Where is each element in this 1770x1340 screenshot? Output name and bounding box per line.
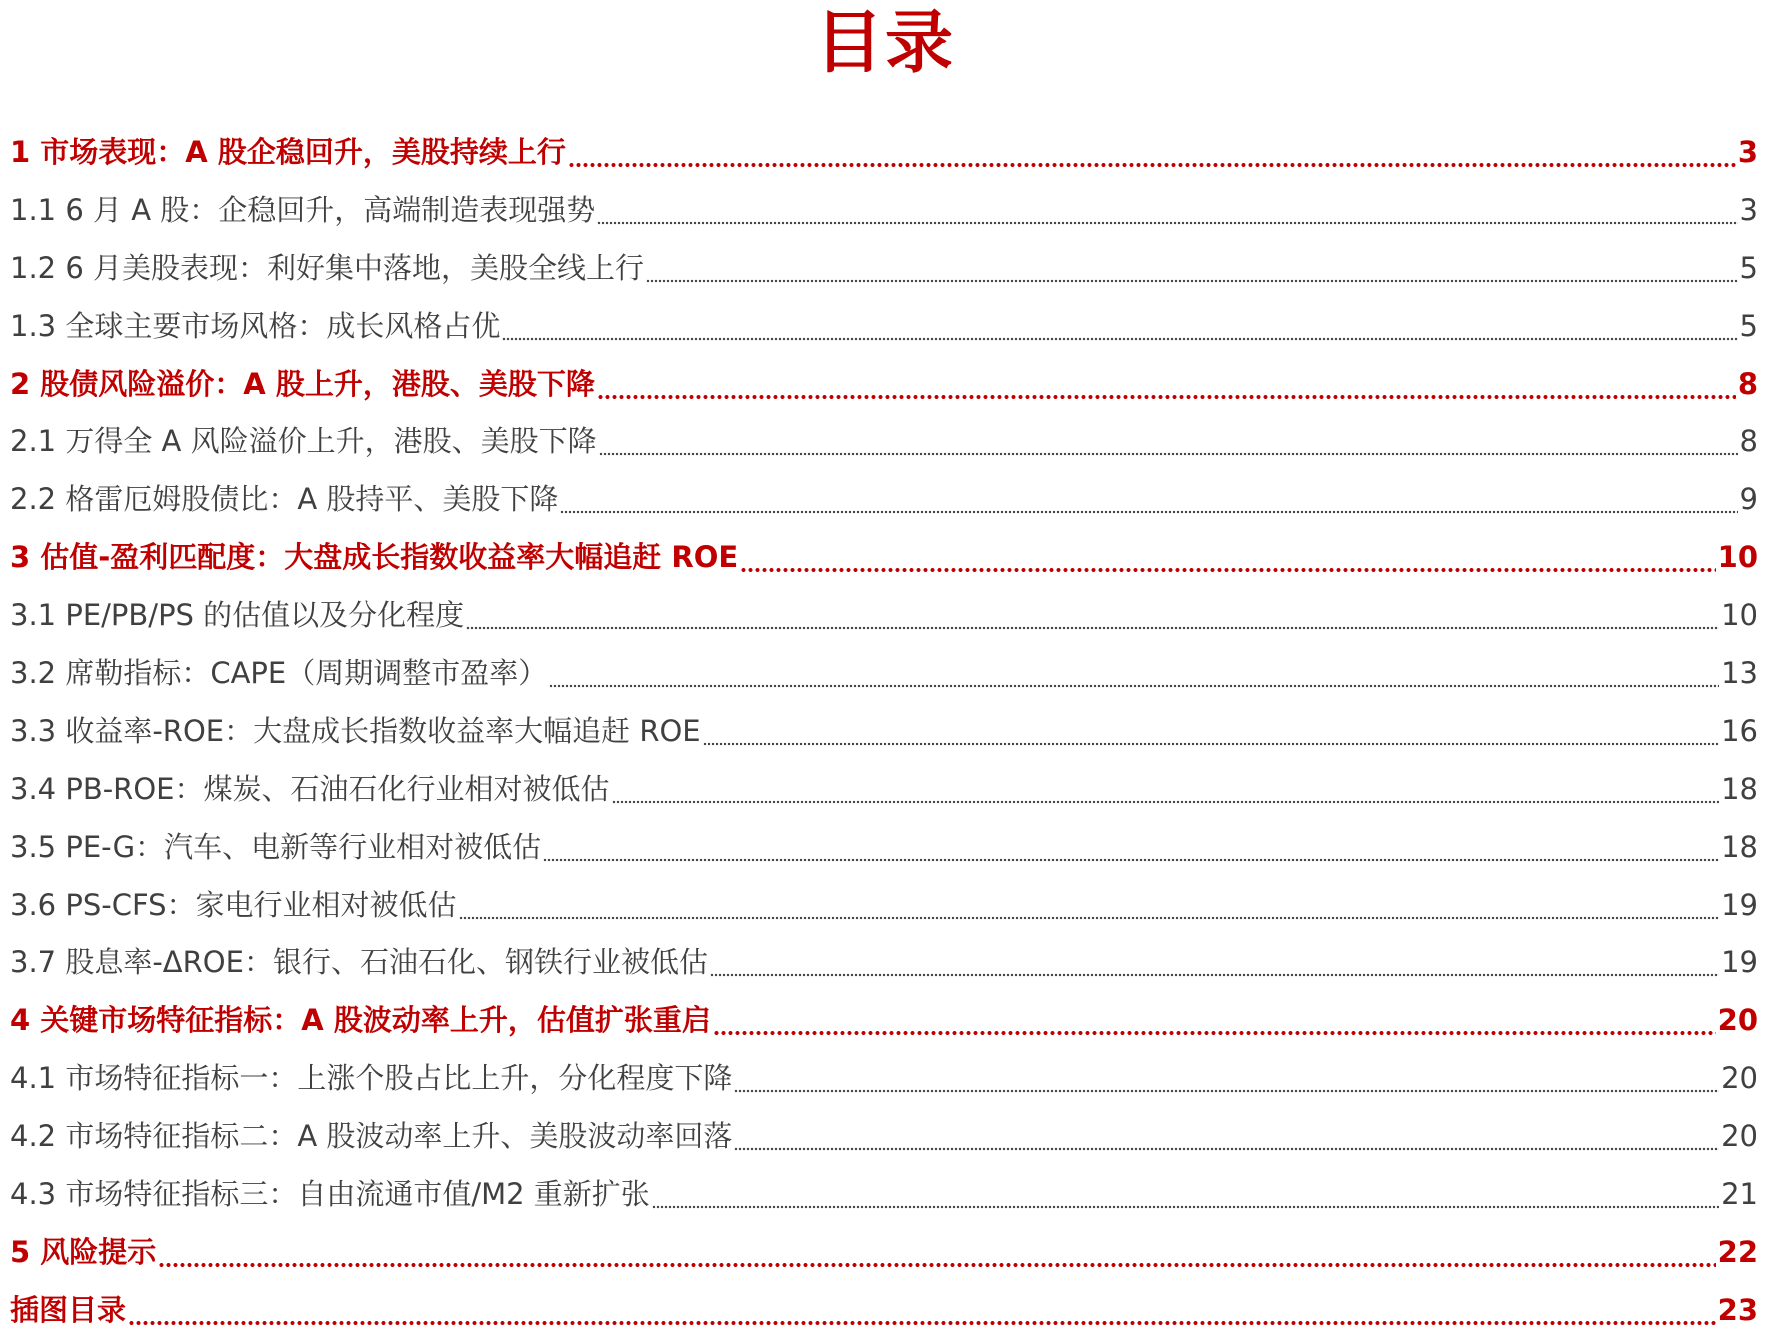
- toc-subsection-entry[interactable]: [10, 761, 1758, 819]
- dot-leader: [568, 163, 1736, 167]
- toc-subsection-entry[interactable]: [10, 1050, 1758, 1108]
- toc-subsection-entry[interactable]: [10, 819, 1758, 877]
- dot-leader: [703, 742, 1719, 746]
- toc-entry-title: 3.4 PB-ROE：煤炭、石油石化行业相对被低估: [10, 771, 610, 806]
- toc-page-number: 19: [1721, 945, 1758, 980]
- toc-subsection-entry[interactable]: [10, 587, 1758, 645]
- toc-entry-title: 1.3 全球主要市场风格：成长风格占优: [10, 308, 501, 343]
- toc-entry-title: 1.2 6 月美股表现：利好集中落地，美股全线上行: [10, 250, 645, 285]
- toc-entry-title: 4.2 市场特征指标二：A 股波动率上升、美股波动率回落: [10, 1119, 733, 1154]
- toc-entry-title: 1 市场表现：A 股企稳回升，美股持续上行: [10, 135, 566, 169]
- dot-leader: [734, 1147, 1719, 1151]
- toc-subsection-entry[interactable]: [10, 471, 1758, 529]
- toc-page-number: 3: [1737, 135, 1758, 169]
- dot-leader: [713, 1031, 1716, 1035]
- toc-entry-title: 2.2 格雷厄姆股债比：A 股持平、美股下降: [10, 482, 559, 517]
- toc-page-number: 8: [1739, 424, 1758, 459]
- toc-entry-title: 3.1 PE/PB/PS 的估值以及分化程度: [10, 598, 465, 633]
- toc-page-number: 3: [1739, 192, 1758, 227]
- toc-page-number: 18: [1721, 829, 1758, 864]
- toc-subsection-entry[interactable]: [10, 645, 1758, 703]
- dot-leader: [740, 568, 1715, 572]
- toc-subsection-entry[interactable]: [10, 298, 1758, 356]
- dot-leader: [597, 221, 1737, 225]
- toc-page-number: 9: [1739, 482, 1758, 517]
- dot-leader: [646, 279, 1738, 283]
- toc-entry-title: 3.2 席勒指标：CAPE（周期调整市盈率）: [10, 656, 548, 691]
- toc-section-entry[interactable]: [10, 124, 1758, 182]
- toc-page-number: 5: [1739, 308, 1758, 343]
- toc-subsection-entry[interactable]: [10, 703, 1758, 761]
- toc-section-entry[interactable]: [10, 1282, 1758, 1340]
- toc-page-number: 20: [1721, 1119, 1758, 1154]
- dot-leader: [459, 916, 1720, 920]
- toc-page-number: 10: [1717, 540, 1758, 575]
- dot-leader: [158, 1263, 1715, 1267]
- toc-entry-title: 2.1 万得全 A 风险溢价上升，港股、美股下降: [10, 424, 597, 459]
- toc-entry-title: 3.5 PE-G：汽车、电新等行业相对被低估: [10, 829, 542, 864]
- toc-page-number: 8: [1737, 366, 1758, 401]
- toc-page-number: 19: [1721, 887, 1758, 922]
- toc-entry-title: 2 股债风险溢价：A 股上升，港股、美股下降: [10, 366, 595, 401]
- dot-leader: [560, 510, 1737, 514]
- dot-leader: [710, 973, 1719, 977]
- toc-page-number: 18: [1721, 771, 1758, 806]
- toc-section-entry[interactable]: [10, 992, 1758, 1050]
- toc-entry-title: 3.3 收益率-ROE：大盘成长指数收益率大幅追赶 ROE: [10, 713, 701, 748]
- toc-entry-title: 3 估值-盈利匹配度：大盘成长指数收益率大幅追赶 ROE: [10, 540, 739, 575]
- dot-leader: [652, 1205, 1719, 1209]
- toc-entry-title: 4 关键市场特征指标：A 股波动率上升，估值扩张重启: [10, 1003, 711, 1038]
- toc-page-number: 23: [1717, 1292, 1758, 1327]
- toc-page-number: 20: [1721, 1061, 1758, 1096]
- toc-page-number: 20: [1717, 1003, 1758, 1038]
- toc-page-number: 21: [1721, 1177, 1758, 1212]
- table-of-contents: [10, 124, 1758, 1340]
- toc-entry-title: 5 风险提示: [10, 1234, 157, 1269]
- toc-page-number: 10: [1721, 598, 1758, 633]
- toc-entry-title: 插图目录: [10, 1292, 127, 1327]
- toc-subsection-entry[interactable]: [10, 1166, 1758, 1224]
- toc-subsection-entry[interactable]: [10, 413, 1758, 471]
- toc-page-number: 22: [1717, 1234, 1758, 1269]
- dot-leader: [612, 800, 1720, 804]
- dot-leader: [466, 626, 1719, 630]
- page-title: 目录: [814, 4, 955, 83]
- dot-leader: [502, 337, 1737, 341]
- dot-leader: [597, 395, 1736, 399]
- toc-subsection-entry[interactable]: [10, 240, 1758, 298]
- toc-subsection-entry[interactable]: [10, 877, 1758, 935]
- dot-leader: [549, 684, 1719, 688]
- toc-entry-title: 1.1 6 月 A 股：企稳回升，高端制造表现强势: [10, 192, 596, 227]
- dot-leader: [599, 452, 1738, 456]
- toc-subsection-entry[interactable]: [10, 182, 1758, 240]
- dot-leader: [128, 1321, 1716, 1325]
- toc-entry-title: 4.1 市场特征指标一：上涨个股占比上升，分化程度下降: [10, 1061, 733, 1096]
- toc-page-number: 5: [1739, 250, 1758, 285]
- toc-page-number: 13: [1721, 656, 1758, 691]
- toc-entry-title: 3.6 PS-CFS：家电行业相对被低估: [10, 887, 457, 922]
- toc-section-entry[interactable]: [10, 529, 1758, 587]
- dot-leader: [734, 1089, 1719, 1093]
- toc-subsection-entry[interactable]: [10, 1108, 1758, 1166]
- dot-leader: [543, 858, 1719, 862]
- toc-entry-title: 4.3 市场特征指标三：自由流通市值/M2 重新扩张: [10, 1177, 650, 1212]
- toc-section-entry[interactable]: [10, 1224, 1758, 1282]
- toc-section-entry[interactable]: [10, 356, 1758, 414]
- toc-page-number: 16: [1721, 713, 1758, 748]
- toc-entry-title: 3.7 股息率-ΔROE：银行、石油石化、钢铁行业被低估: [10, 945, 708, 980]
- toc-subsection-entry[interactable]: [10, 934, 1758, 992]
